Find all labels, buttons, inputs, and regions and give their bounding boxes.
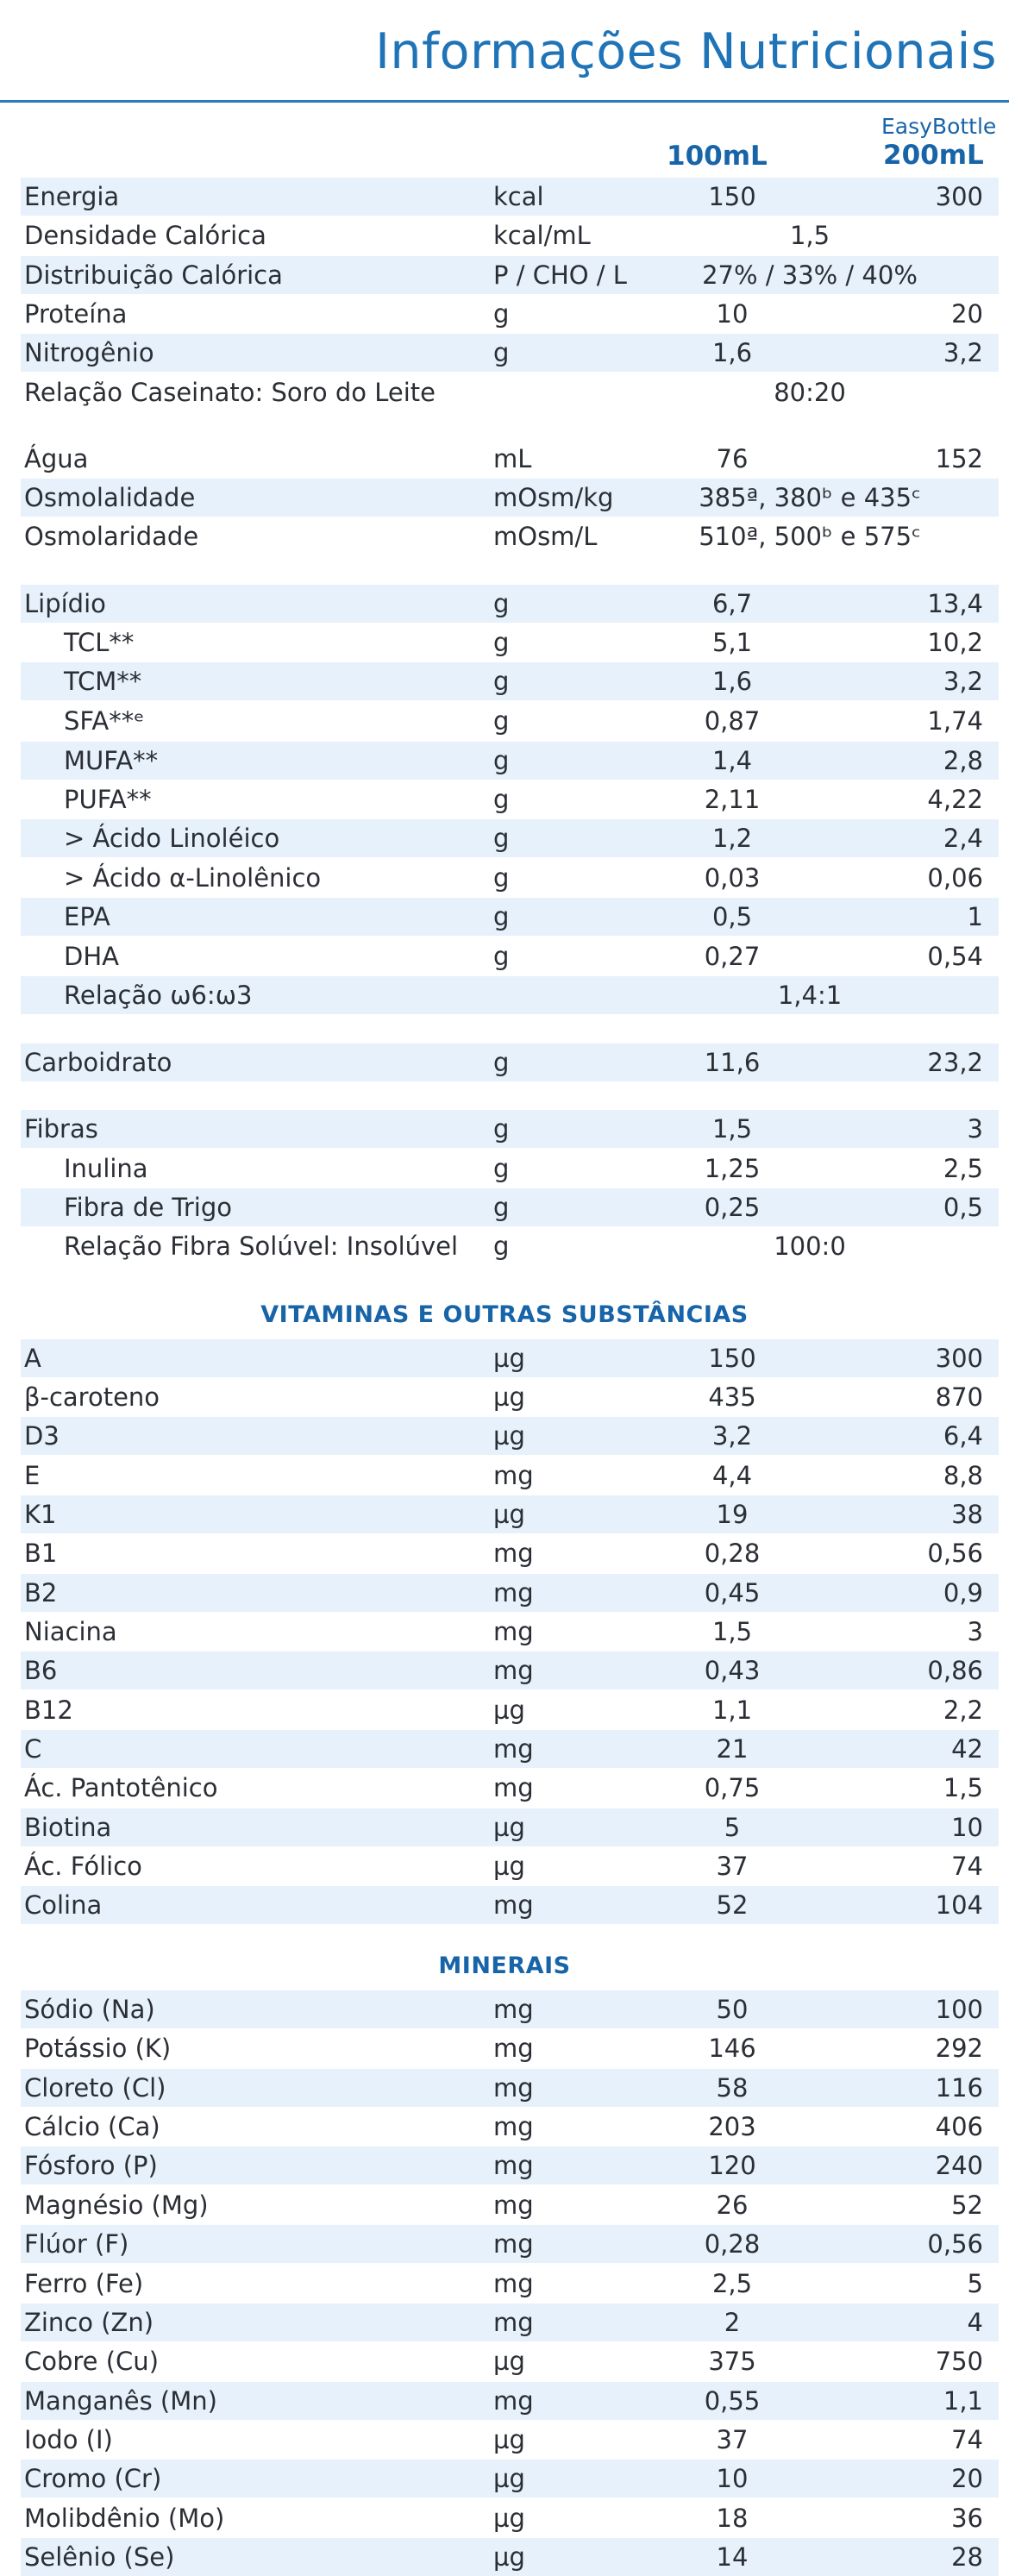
row-value-100ml: 1,2 bbox=[711, 824, 753, 853]
row-label: Proteína bbox=[24, 299, 128, 329]
table-row-cloreto-cl bbox=[21, 2069, 999, 2107]
table-row-inulina bbox=[21, 1150, 999, 1188]
row-label: Molibdênio (Mo) bbox=[24, 2504, 225, 2533]
table-row-sodio-na bbox=[21, 1990, 999, 2028]
row-value-200ml: 3 bbox=[967, 1617, 983, 1646]
row-value-200ml: 42 bbox=[951, 1734, 983, 1764]
row-value-100ml: 2,5 bbox=[711, 2269, 753, 2298]
row-label: Cálcio (Ca) bbox=[24, 2112, 160, 2141]
table-row-potassio-k bbox=[21, 2029, 999, 2067]
table-row-relacao-fibra-soluvel-insoluvel bbox=[21, 1227, 999, 1265]
row-unit: kcal/mL bbox=[493, 221, 591, 250]
table-row-relacao-6-3 bbox=[21, 976, 999, 1014]
row-label: > Ácido α-Linolênico bbox=[64, 863, 322, 893]
row-value-100ml: 2,11 bbox=[704, 785, 761, 814]
table-row-calcio-ca bbox=[21, 2108, 999, 2146]
row-value-200ml: 3,2 bbox=[943, 338, 983, 367]
row-unit: g bbox=[493, 746, 510, 775]
row-label: Relação Fibra Solúvel: Insolúvel bbox=[64, 1232, 459, 1261]
row-value-100ml: 1,6 bbox=[711, 667, 753, 696]
table-row-ferro-fe bbox=[21, 2265, 999, 2303]
row-unit: µg bbox=[493, 1852, 525, 1881]
section-title-minerals: MINERAIS bbox=[438, 1952, 571, 1979]
row-label: TCM** bbox=[64, 667, 142, 696]
row-value-shared: 80:20 bbox=[774, 378, 846, 407]
row-value-200ml: 0,56 bbox=[927, 1539, 983, 1568]
row-unit: mg bbox=[493, 1539, 534, 1568]
row-value-200ml: 4 bbox=[967, 2308, 983, 2337]
row-value-200ml: 750 bbox=[935, 2347, 983, 2376]
row-value-100ml: 120 bbox=[708, 2151, 756, 2180]
row-value-100ml: 0,43 bbox=[704, 1656, 761, 1685]
table-row-b1 bbox=[21, 1534, 999, 1572]
table-row-iodo-i bbox=[21, 2421, 999, 2459]
row-unit: g bbox=[493, 1048, 510, 1077]
row-label: Fibra de Trigo bbox=[64, 1193, 232, 1222]
column-header-200ml: 200mL bbox=[883, 140, 984, 171]
table-row-dha bbox=[21, 937, 999, 975]
title-divider bbox=[0, 100, 1009, 103]
table-row-carboidrato bbox=[21, 1044, 999, 1081]
table-row-lipidio bbox=[21, 585, 999, 623]
table-row-d3 bbox=[21, 1417, 999, 1455]
row-value-200ml: 1,74 bbox=[927, 706, 983, 736]
row-value-200ml: 23,2 bbox=[927, 1048, 983, 1077]
row-value-200ml: 870 bbox=[935, 1382, 983, 1412]
row-value-100ml: 50 bbox=[716, 1995, 749, 2024]
row-label: Ác. Pantotênico bbox=[24, 1773, 218, 1802]
row-unit: µg bbox=[493, 1500, 525, 1529]
table-row-epa bbox=[21, 898, 999, 936]
row-label: EPA bbox=[64, 902, 110, 931]
table-row-energia bbox=[21, 178, 999, 216]
row-unit: mg bbox=[493, 2112, 534, 2141]
table-row-densidade-calorica bbox=[21, 216, 999, 254]
table-row-b12 bbox=[21, 1691, 999, 1729]
row-value-100ml: 0,45 bbox=[704, 1578, 761, 1608]
row-label: SFA**ᵉ bbox=[64, 706, 145, 736]
table-row-e bbox=[21, 1457, 999, 1495]
table-row-biotina bbox=[21, 1808, 999, 1846]
row-value-200ml: 74 bbox=[951, 1852, 983, 1881]
table-row-b2 bbox=[21, 1574, 999, 1612]
table-row-tcm bbox=[21, 662, 999, 700]
row-value-100ml: 37 bbox=[716, 2425, 749, 2454]
table-row-fosforo-p bbox=[21, 2147, 999, 2184]
row-value-100ml: 2 bbox=[724, 2308, 741, 2337]
row-value-100ml: 10 bbox=[716, 2464, 749, 2493]
row-unit: g bbox=[493, 902, 510, 931]
table-row-distribuicao-calorica bbox=[21, 256, 999, 294]
row-label: TCL** bbox=[64, 628, 135, 657]
table-row-c bbox=[21, 1730, 999, 1768]
row-unit: mg bbox=[493, 2034, 534, 2063]
row-unit: mg bbox=[493, 2151, 534, 2180]
row-label: Iodo (I) bbox=[24, 2425, 113, 2454]
row-unit: g bbox=[493, 1232, 510, 1261]
row-value-200ml: 28 bbox=[951, 2542, 983, 2572]
table-row-cromo-cr bbox=[21, 2460, 999, 2498]
table-row-nitrogenio bbox=[21, 334, 999, 372]
row-unit: mg bbox=[493, 2308, 534, 2337]
row-value-100ml: 0,25 bbox=[704, 1193, 761, 1222]
row-value-200ml: 2,8 bbox=[943, 746, 983, 775]
row-value-200ml: 292 bbox=[935, 2034, 983, 2063]
row-unit: g bbox=[493, 589, 510, 618]
row-value-200ml: 20 bbox=[951, 2464, 983, 2493]
row-unit: g bbox=[493, 706, 510, 736]
row-value-100ml: 11,6 bbox=[704, 1048, 761, 1077]
row-unit: mg bbox=[493, 2269, 534, 2298]
row-label: C bbox=[24, 1734, 42, 1764]
row-value-200ml: 3 bbox=[967, 1114, 983, 1144]
column-header-100ml: 100mL bbox=[667, 141, 768, 172]
table-row-molibdenio-mo bbox=[21, 2499, 999, 2537]
row-value-200ml: 0,86 bbox=[927, 1656, 983, 1685]
row-unit: g bbox=[493, 1114, 510, 1144]
row-value-100ml: 0,03 bbox=[704, 863, 761, 893]
row-value-200ml: 3,2 bbox=[943, 667, 983, 696]
row-value-100ml: 18 bbox=[716, 2504, 749, 2533]
row-label: Magnésio (Mg) bbox=[24, 2191, 209, 2220]
row-label: Osmolaridade bbox=[24, 522, 199, 551]
row-value-100ml: 1,4 bbox=[711, 746, 753, 775]
row-label: Inulina bbox=[64, 1154, 148, 1183]
row-label: E bbox=[24, 1461, 41, 1490]
row-label: Cloreto (Cl) bbox=[24, 2073, 166, 2103]
row-value-200ml: 5 bbox=[967, 2269, 983, 2298]
table-row-fluor-f bbox=[21, 2225, 999, 2263]
row-unit: g bbox=[493, 628, 510, 657]
table-row-fibra-de-trigo bbox=[21, 1188, 999, 1226]
row-label: Ferro (Fe) bbox=[24, 2269, 144, 2298]
row-value-200ml: 4,22 bbox=[927, 785, 983, 814]
row-label: Selênio (Se) bbox=[24, 2542, 175, 2572]
row-label: Sódio (Na) bbox=[24, 1995, 155, 2024]
row-label: Cromo (Cr) bbox=[24, 2464, 162, 2493]
row-label: Ác. Fólico bbox=[24, 1852, 142, 1881]
row-value-200ml: 0,06 bbox=[927, 863, 983, 893]
table-row-sfa bbox=[21, 702, 999, 740]
row-value-100ml: 435 bbox=[708, 1382, 756, 1412]
row-value-200ml: 2,5 bbox=[943, 1154, 983, 1183]
row-value-200ml: 13,4 bbox=[927, 589, 983, 618]
row-value-100ml: 10 bbox=[716, 299, 749, 329]
row-unit: P / CHO / L bbox=[493, 260, 627, 290]
row-value-200ml: 1,5 bbox=[943, 1773, 983, 1802]
row-unit: g bbox=[493, 942, 510, 971]
row-unit: g bbox=[493, 667, 510, 696]
page-title: Informações Nutricionais bbox=[375, 23, 997, 80]
row-value-200ml: 20 bbox=[951, 299, 983, 329]
row-label: β-caroteno bbox=[24, 1382, 160, 1412]
table-row-selenio-se bbox=[21, 2538, 999, 2576]
row-unit: kcal bbox=[493, 182, 544, 211]
row-value-200ml: 6,4 bbox=[943, 1421, 983, 1451]
row-label: > Ácido Linoléico bbox=[64, 824, 280, 853]
row-value-100ml: 21 bbox=[716, 1734, 749, 1764]
row-unit: g bbox=[493, 1154, 510, 1183]
row-value-100ml: 37 bbox=[716, 1852, 749, 1881]
row-value-100ml: 0,75 bbox=[704, 1773, 761, 1802]
row-value-200ml: 104 bbox=[935, 1890, 983, 1920]
row-label: Energia bbox=[24, 182, 120, 211]
row-label: MUFA** bbox=[64, 746, 159, 775]
row-value-200ml: 2,4 bbox=[943, 824, 983, 853]
row-value-200ml: 1,1 bbox=[943, 2386, 983, 2416]
row-value-200ml: 0,54 bbox=[927, 942, 983, 971]
row-unit: µg bbox=[493, 1344, 525, 1373]
row-value-shared: 1,4:1 bbox=[777, 981, 843, 1010]
row-unit: g bbox=[493, 824, 510, 853]
row-value-100ml: 0,55 bbox=[704, 2386, 761, 2416]
row-unit: mOsm/L bbox=[493, 522, 598, 551]
row-unit: µg bbox=[493, 2542, 525, 2572]
row-unit: mg bbox=[493, 1617, 534, 1646]
table-row-caroteno bbox=[21, 1378, 999, 1416]
row-value-100ml: 0,28 bbox=[704, 1539, 761, 1568]
row-label: Potássio (K) bbox=[24, 2034, 172, 2063]
table-row-fibras bbox=[21, 1110, 999, 1148]
table-row-mufa bbox=[21, 742, 999, 780]
row-label: D3 bbox=[24, 1421, 60, 1451]
table-row-pufa bbox=[21, 780, 999, 818]
row-label: Niacina bbox=[24, 1617, 117, 1646]
column-header-brand: EasyBottle bbox=[881, 114, 997, 139]
row-label: Relação Caseinato: Soro do Leite bbox=[24, 378, 436, 407]
row-unit: µg bbox=[493, 1813, 525, 1842]
row-value-100ml: 375 bbox=[708, 2347, 756, 2376]
row-value-100ml: 52 bbox=[716, 1890, 749, 1920]
section-title-vitamins: VITAMINAS E OUTRAS SUBSTÂNCIAS bbox=[260, 1301, 749, 1328]
row-unit: g bbox=[493, 338, 510, 367]
row-label: Densidade Calórica bbox=[24, 221, 266, 250]
row-value-shared: 1,5 bbox=[789, 221, 830, 250]
row-value-100ml: 26 bbox=[716, 2191, 749, 2220]
row-label: Biotina bbox=[24, 1813, 112, 1842]
row-unit: mg bbox=[493, 1578, 534, 1608]
table-row-k1 bbox=[21, 1495, 999, 1533]
row-unit: g bbox=[493, 299, 510, 329]
row-unit: mg bbox=[493, 2073, 534, 2103]
row-value-100ml: 0,28 bbox=[704, 2229, 761, 2259]
row-value-200ml: 0,9 bbox=[943, 1578, 983, 1608]
row-label: Colina bbox=[24, 1890, 103, 1920]
row-unit: µg bbox=[493, 1421, 525, 1451]
row-unit: mOsm/kg bbox=[493, 483, 614, 512]
row-value-200ml: 52 bbox=[951, 2191, 983, 2220]
row-label: Carboidrato bbox=[24, 1048, 172, 1077]
row-value-200ml: 38 bbox=[951, 1500, 983, 1529]
row-unit: mg bbox=[493, 1995, 534, 2024]
row-label: Água bbox=[24, 444, 89, 473]
row-value-200ml: 36 bbox=[951, 2504, 983, 2533]
row-unit: µg bbox=[493, 2347, 525, 2376]
table-row-cobre-cu bbox=[21, 2342, 999, 2380]
row-unit: µg bbox=[493, 1382, 525, 1412]
table-row-zinco-zn bbox=[21, 2303, 999, 2341]
row-unit: mg bbox=[493, 2229, 534, 2259]
table-row-agua bbox=[21, 440, 999, 478]
row-label: B1 bbox=[24, 1539, 58, 1568]
row-label: Fósforo (P) bbox=[24, 2151, 158, 2180]
row-label: Fibras bbox=[24, 1114, 98, 1144]
row-label: Osmolalidade bbox=[24, 483, 196, 512]
row-value-100ml: 1,25 bbox=[704, 1154, 761, 1183]
row-value-100ml: 0,5 bbox=[711, 902, 753, 931]
row-label: Relação ω6:ω3 bbox=[64, 981, 253, 1010]
row-value-100ml: 58 bbox=[716, 2073, 749, 2103]
table-row-acido-linolenico bbox=[21, 859, 999, 897]
table-row-ac-folico bbox=[21, 1847, 999, 1885]
row-value-200ml: 300 bbox=[935, 1344, 983, 1373]
row-value-100ml: 1,6 bbox=[711, 338, 753, 367]
table-row-niacina bbox=[21, 1613, 999, 1651]
row-value-100ml: 4,4 bbox=[711, 1461, 753, 1490]
table-row-relacao-caseinato-soro-do-leite bbox=[21, 373, 999, 411]
row-unit: mg bbox=[493, 1656, 534, 1685]
row-unit: g bbox=[493, 863, 510, 893]
row-value-100ml: 5,1 bbox=[711, 628, 753, 657]
row-value-100ml: 1,5 bbox=[711, 1617, 753, 1646]
table-row-acido-linoleico bbox=[21, 819, 999, 857]
row-unit: g bbox=[493, 785, 510, 814]
row-unit: g bbox=[493, 1193, 510, 1222]
table-row-a bbox=[21, 1339, 999, 1377]
row-unit: mL bbox=[493, 444, 532, 473]
row-value-100ml: 203 bbox=[708, 2112, 756, 2141]
table-row-ac-pantotenico bbox=[21, 1769, 999, 1807]
row-value-100ml: 1,1 bbox=[711, 1695, 753, 1725]
row-value-100ml: 150 bbox=[708, 182, 756, 211]
row-unit: µg bbox=[493, 2425, 525, 2454]
row-label: DHA bbox=[64, 942, 119, 971]
table-row-osmolaridade bbox=[21, 517, 999, 555]
row-value-100ml: 76 bbox=[716, 444, 749, 473]
row-value-100ml: 0,87 bbox=[704, 706, 761, 736]
table-row-magnesio-mg bbox=[21, 2186, 999, 2224]
row-label: Cobre (Cu) bbox=[24, 2347, 160, 2376]
row-value-200ml: 300 bbox=[935, 182, 983, 211]
row-unit: µg bbox=[493, 2504, 525, 2533]
table-row-tcl bbox=[21, 624, 999, 661]
row-unit: mg bbox=[493, 2386, 534, 2416]
row-label: Zinco (Zn) bbox=[24, 2308, 154, 2337]
row-value-100ml: 1,5 bbox=[711, 1114, 753, 1144]
row-value-100ml: 150 bbox=[708, 1344, 756, 1373]
row-value-shared: 100:0 bbox=[774, 1232, 846, 1261]
table-row-manganes-mn bbox=[21, 2382, 999, 2420]
table-row-osmolalidade bbox=[21, 479, 999, 517]
row-value-200ml: 1 bbox=[967, 902, 983, 931]
row-value-200ml: 152 bbox=[935, 444, 983, 473]
row-label: B6 bbox=[24, 1656, 58, 1685]
row-value-200ml: 100 bbox=[935, 1995, 983, 2024]
row-value-100ml: 19 bbox=[716, 1500, 749, 1529]
row-value-200ml: 406 bbox=[935, 2112, 983, 2141]
row-label: Nitrogênio bbox=[24, 338, 154, 367]
row-unit: mg bbox=[493, 1734, 534, 1764]
row-unit: µg bbox=[493, 2464, 525, 2493]
row-value-200ml: 8,8 bbox=[943, 1461, 983, 1490]
row-label: B2 bbox=[24, 1578, 58, 1608]
row-value-200ml: 0,5 bbox=[943, 1193, 983, 1222]
row-value-100ml: 3,2 bbox=[711, 1421, 753, 1451]
row-unit: mg bbox=[493, 2191, 534, 2220]
row-label: A bbox=[24, 1344, 41, 1373]
row-label: K1 bbox=[24, 1500, 57, 1529]
row-value-200ml: 240 bbox=[935, 2151, 983, 2180]
row-value-200ml: 116 bbox=[935, 2073, 983, 2103]
table-row-colina bbox=[21, 1886, 999, 1924]
row-value-shared: 27% / 33% / 40% bbox=[702, 260, 918, 290]
row-value-200ml: 0,56 bbox=[927, 2229, 983, 2259]
row-unit: mg bbox=[493, 1461, 534, 1490]
row-value-shared: 510ª, 500ᵇ e 575ᶜ bbox=[699, 522, 921, 551]
table-row-b6 bbox=[21, 1652, 999, 1689]
row-value-100ml: 6,7 bbox=[711, 589, 753, 618]
row-value-200ml: 74 bbox=[951, 2425, 983, 2454]
row-value-shared: 385ª, 380ᵇ e 435ᶜ bbox=[699, 483, 921, 512]
row-unit: µg bbox=[493, 1695, 525, 1725]
row-value-100ml: 14 bbox=[716, 2542, 749, 2572]
row-value-100ml: 146 bbox=[708, 2034, 756, 2063]
row-value-200ml: 10,2 bbox=[927, 628, 983, 657]
row-label: Flúor (F) bbox=[24, 2229, 129, 2259]
table-row-proteina bbox=[21, 295, 999, 333]
row-label: B12 bbox=[24, 1695, 73, 1725]
row-value-100ml: 0,27 bbox=[704, 942, 761, 971]
row-label: Distribuição Calórica bbox=[24, 260, 283, 290]
row-value-100ml: 5 bbox=[724, 1813, 741, 1842]
row-value-200ml: 10 bbox=[951, 1813, 983, 1842]
row-unit: mg bbox=[493, 1890, 534, 1920]
row-value-200ml: 2,2 bbox=[943, 1695, 983, 1725]
row-unit: mg bbox=[493, 1773, 534, 1802]
row-label: Manganês (Mn) bbox=[24, 2386, 217, 2416]
row-label: Lipídio bbox=[24, 589, 106, 618]
row-label: PUFA** bbox=[64, 785, 152, 814]
